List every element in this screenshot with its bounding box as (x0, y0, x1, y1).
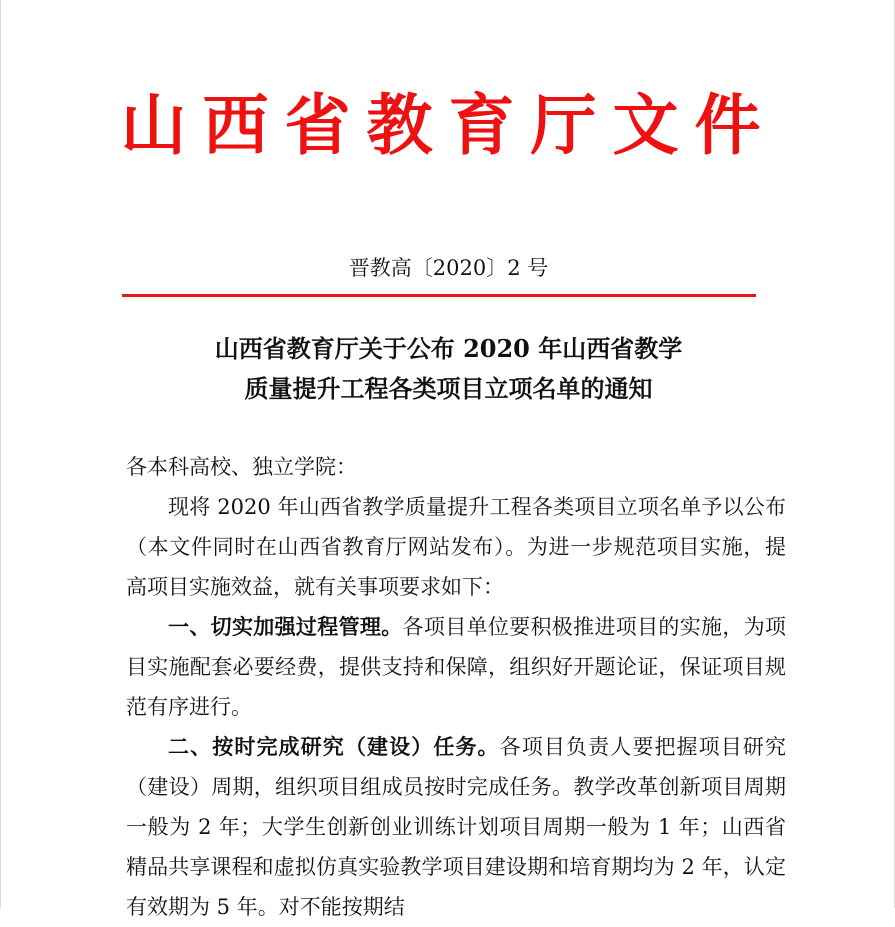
section-2-heading: 二、按时完成研究（建设）任务。 (168, 735, 500, 759)
document-number: 晋教高〔2020〕2 号 (348, 256, 549, 280)
document-title (1, 329, 895, 409)
section-2-text: 各项目负责人要把握项目研究（建设）周期，组织项目组成员按时完成任务。教学改革创新项目周期一般为 2 年；大学生创新创业训练计划项目周期一般为 1 年；山西省精品共享课程和虚拟仿真实验教学项目建设期和培育期均为 2 年，认定有效期为 5 年。对不能按期结 (126, 735, 787, 919)
document-body (126, 447, 786, 927)
section-1-heading: 一、切实加强过程管理。 (168, 615, 403, 639)
document-title-line-1: 山西省教育厅关于公布 2020 年山西省教学 (214, 334, 683, 363)
red-divider-line (122, 294, 756, 297)
issuer-title: 山西省教育厅文件 (120, 86, 777, 164)
salutation: 各本科高校、独立学院： (126, 455, 357, 479)
document-title-line-2: 质量提升工程各类项目立项名单的通知 (244, 374, 653, 403)
intro-paragraph: 现将 2020 年山西省教学质量提升工程各类项目立项名单予以公布（本文件同时在山西省教育厅网站发布）。为进一步规范项目实施，提高项目实施效益，就有关事项要求如下： (126, 495, 786, 599)
section-1-paragraph (126, 607, 786, 727)
section-1-text: 各项目单位要积极推进项目的实施，为项目实施配套必要经费，提供支持和保障，组织好开题论证，保证项目规范有序进行。 (126, 615, 787, 719)
section-2-paragraph (126, 727, 786, 927)
